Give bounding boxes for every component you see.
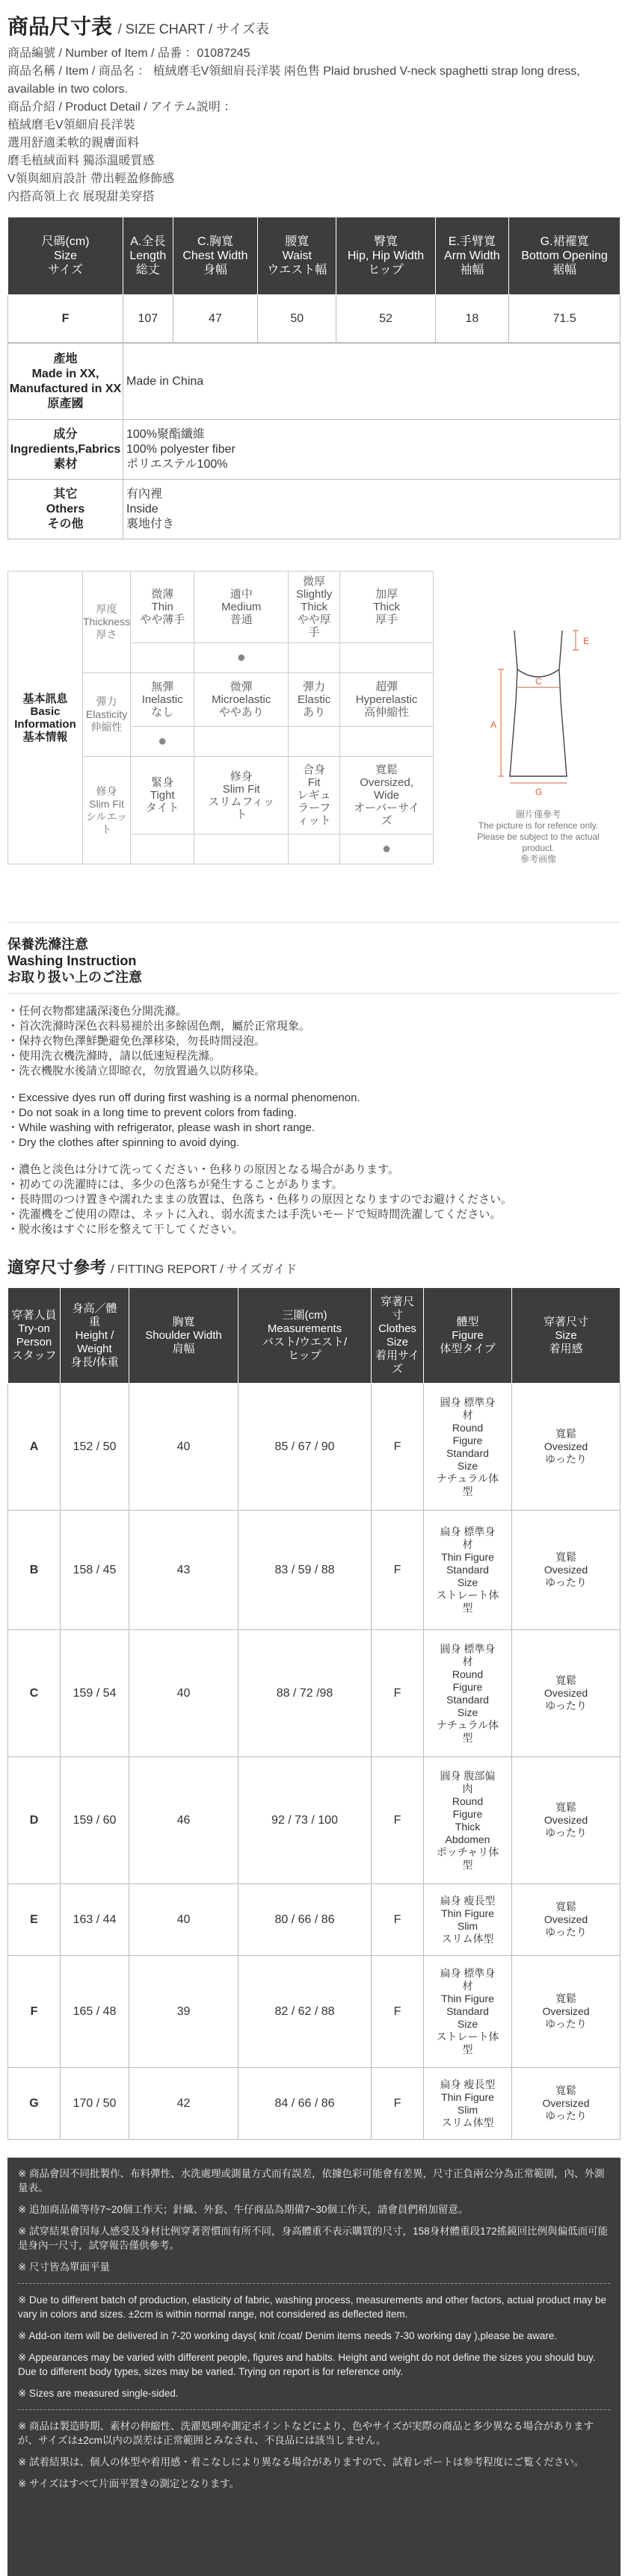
fitting-row: B 158 / 45 43 83 / 59 / 88 F 扁身 標準身 材 Thin Figure Standard Size ストレート体 型 寬鬆 Ovesized ゆったり [8,1511,621,1630]
fit-header-person: 穿著人員 Try-on Person スタッフ [8,1288,61,1384]
fitting-header-row [8,1288,621,1384]
thickness-option: 微厚 Slightly Thick やや厚 手 [289,572,340,643]
note-zh: ※ 尺寸皆為單面平量 [18,2261,111,2273]
fabric-value: 100%聚酯纖維 100% polyester fiber ポリエステル100% [123,420,621,480]
others-value: 有內裡 Inside 裏地付き [123,480,621,539]
washing-zh: ・任何衣物都建議深淺色分開洗滌。 ・首次洗滌時深色衣料易褪於出多餘固色劑，屬於正常現象。 ・保持衣物色澤鮮艷避免色澤移染，勿長時間浸泡。 ・使用洗衣機洗滌時，請以低速短程洗滌。 ・洗衣機脫水後請立即晾衣，勿放置過久以防移染。 [7,1005,311,1077]
elasticity-mark [289,727,340,757]
size-cell: 47 [173,295,258,343]
info-line: 磨毛植絨面料 獨添溫暖質感 [7,155,155,167]
info-line: 內搭高領上衣 展現甜美穿搭 [7,191,155,203]
fit-option: 合身 Fit レギュ ラーフ ィット [289,757,340,835]
product-info [7,45,621,206]
title-text: 商品尺寸表 [7,15,113,38]
size-chart-row [8,295,621,343]
thickness-mark-selected: ● [194,643,289,673]
title-subtitle: / SIZE CHART / サイズ表 [117,22,269,37]
fitting-row: E 163 / 44 40 80 / 66 / 86 F 扁身 瘦長型 Thin Figure Slim スリム体型 寬鬆 Ovesized ゆったり [8,1884,621,1956]
elasticity-option: 超彈 Hyperelastic 高伸縮性 [340,673,434,727]
note-ja: ※ 試着結果は、個人の体型や着用感・着こなしにより異なる場合がありますので、試着レポートは参考程度にご覧ください。 [18,2456,585,2468]
fabric-label: 成分 Ingredients,Fabrics 素材 [8,420,123,480]
notes-divider [18,2283,610,2284]
thickness-option: 加厚 Thick 厚手 [340,572,434,643]
elasticity-mark-selected: ● [131,727,194,757]
header-size: 尺碼(cm) Size サイズ [8,217,123,295]
size-chart-table [7,217,621,343]
fit-option: 修身 Slim Fit スリムフィッ ト [194,757,289,835]
size-cell: 107 [123,295,173,343]
fit-header-measure: 三圍(cm) Measurements バスト/ウエスト/ ヒップ [238,1288,372,1384]
header-bottom: G.裙襬寬 Bottom Opening 裾幅 [509,217,621,295]
origin-label: 產地 Made in XX, Manufactured in XX 原產國 [8,344,123,420]
header-chest: C.胸寬 Chest Width 身幅 [173,217,258,295]
fabric-row [8,420,621,480]
materials-table [7,343,621,539]
note-en: ※ Due to different batch of production, elasticity of fabric, washing process, measurements and other factors, actual product may be vary in colors and sizes. ±2cm is within normal range, not considered as deflected item. [18,2294,606,2320]
elasticity-option: 無彈 Inelastic なし [131,673,194,727]
washing-section [7,922,621,1237]
header-waist: 腰寬 Waist ウエスト幅 [258,217,336,295]
info-line: 商品編號 / Number of Item / 品番 ：01087245 [7,47,250,60]
fitting-title: 適穿尺寸參考 / FITTING REPORT / サイズガイド [7,1258,298,1277]
fitting-row: C 159 / 54 40 88 / 72 /98 F 圓身 標準身 材 Round Figure Standard Size ナチュラル体 型 寬鬆 Ovesized ゆったり [8,1630,621,1757]
notes-box [7,2158,621,2576]
dress-outline-icon [464,623,613,802]
washing-ja: ・濃色と淡色は分けて洗ってください・色移りの原因となる場合があります。 ・初めての洗濯時には、多少の色落ちが発生することがあります。 ・長時間のつけ置きや濡れたままの放置は、色落ち・色移りの原因となりますのでお避けください。 ・洗濯機をご使用の際は、ネットに入れ、弱水流または手洗いモードで短時間洗濯してください。 ・脱水後はすぐに形を整えて干してください。 [7,1163,513,1236]
note-zh: ※ 追加商品備等待7~20個工作天；針織、外套、牛仔商品為期備7~30個工作天，請會員們稍加留意。 [18,2204,469,2215]
thickness-mark [289,643,340,673]
elasticity-option: 彈力 Elastic あり [289,673,340,727]
header-arm: E.手臂寬 Arm Width 袖幅 [435,217,508,295]
header [7,0,621,206]
diagram-label-g: G [535,787,543,797]
fit-mark-selected: ● [340,835,434,864]
basic-info-table [7,571,434,864]
size-cell: F [8,295,123,343]
fit-mark [289,835,340,864]
note-en: ※ Sizes are measured single-sided. [18,2388,179,2399]
others-label: 其它 Others その他 [8,480,123,539]
fit-header-shoulder: 胸寬 Shoulder Width 肩幅 [129,1288,238,1384]
fit-label: 修身 Slim Fit シルエット [83,757,131,864]
info-line: 商品名稱 / Item / 商品名 ： 植絨磨毛V領細肩長洋裝 兩色售 Plaid brushed V-neck spaghetti strap long dress, available in two colors. [7,65,580,96]
thickness-mark [340,643,434,673]
origin-row [8,344,621,420]
note-zh: ※ 試穿結果會因每人感受及身材比例穿著習慣而有所不同，身高體重不表示購買的尺寸，158身材體重段172搖鏡回比例與偏低而可能是身內一尺寸，試穿報告僅供參考。 [18,2226,609,2251]
info-line: 商品介紹 / Product Detail / アイテム説明 ： [7,101,236,114]
fit-option: 緊身 Tight タイト [131,757,194,835]
elasticity-mark [340,727,434,757]
diagram-label-c: C [535,676,542,687]
fitting-row: A 152 / 50 40 85 / 67 / 90 F 圓身 標準身 材 Round Figure Standard Size ナチュラル体 型 寬鬆 Ovesized ゆったり [8,1384,621,1511]
info-line: 植絨磨毛V領細肩長洋裝 [7,119,135,131]
note-ja: ※ サイズはすべて片面平置きの測定となります。 [18,2478,240,2489]
fit-mark [131,835,194,864]
fit-option: 寬鬆 Oversized, Wide オーバーサイ ズ [340,757,434,835]
diagram-label-e: E [583,636,590,646]
fitting-row: D 159 / 60 46 92 / 73 / 100 F 圓身 腹部偏 肉 Round Figure Thick Abdomen ポッチャリ体 型 寬鬆 Ovesized ゆったり [8,1757,621,1884]
info-line: 選用舒適柔軟的親膚面料 [7,137,140,149]
size-cell: 50 [258,295,336,343]
size-cell: 52 [336,295,435,343]
elasticity-mark [194,727,289,757]
dress-diagram [464,623,613,865]
washing-list [7,1004,621,1237]
elasticity-label: 彈力 Elasticity 伸縮性 [83,673,131,757]
thickness-mark [131,643,194,673]
thickness-option: 微薄 Thin やや薄手 [131,572,194,643]
size-cell: 71.5 [509,295,621,343]
basic-info-label: 基本訊息 Basic Information 基本情報 [8,572,83,864]
fit-header-figure: 體型 Figure 体型タイプ [424,1288,512,1384]
page-title [7,10,621,40]
diagram-note: 圖片僅參考 The picture is for refence only. Please be subject to the actual product. 參考画像 [477,809,600,864]
fitting-row: F 165 / 48 39 82 / 62 / 88 F 扁身 標準身 材 Thin Figure Standard Size ストレート体 型 寬鬆 Oversized ゆったり [8,1956,621,2068]
origin-value: Made in China [123,344,621,420]
note-en: ※ Appearances may be varied with different people, figures and habits. Height and weight do not define the sizes you should buy. Due to different body types, sizes may be varied. Trying on report is for reference only. [18,2352,596,2377]
info-line: V領與細肩設計 帶出輕盈修飾感 [7,173,175,185]
thickness-label: 厚度 Thickness 厚さ [83,572,131,673]
fit-header-fit: 穿著尺寸 Size 着用感 [512,1288,621,1384]
note-ja: ※ 商品は製造時期、素材の伸縮性、洗濯処理や測定ポイントなどにより、色やサイズが実際の商品と多少異なる場合がありますが、サイズは±2cm以内の誤差は正常範囲とみなされ、不良品には該当しません。 [18,2421,594,2446]
washing-heading: 保養洗滌注意 Washing Instruction お取り扱い上のご注意 [7,922,621,994]
header-hip: 臀寬 Hip, Hip Width ヒップ [336,217,435,295]
header-length: A.全長 Length 総丈 [123,217,173,295]
others-row [8,480,621,539]
fit-mark [194,835,289,864]
note-en: ※ Add-on item will be delivered in 7-20 working days( knit /coat/ Denim items needs 7-30 working day ),please be aware. [18,2330,558,2341]
washing-en: ・Excessive dyes run off during first washing is a normal phenomenon. ・Do not soak in a long time to prevent colors from fading. ・While washing with refrigerator, please wash in short range. ・Dry the clothes after spinning to avoid dying. [7,1092,360,1149]
note-zh: ※ 商品會因不同批製作、布料彈性、水洗處理或測量方式而有誤差，依據色彩可能會有差異，尺寸正負兩公分為正常範圍，內、外測量表。 [18,2168,605,2193]
basic-info-section [7,571,621,900]
size-cell: 18 [435,295,508,343]
fit-header-hw: 身高／體 重 Height / Weight 身長/体重 [61,1288,129,1384]
notes-divider [18,2409,610,2410]
thickness-option: 適中 Medium 普通 [194,572,289,643]
fit-header-size: 穿著尺 寸 Clothes Size 着用サイ ズ [372,1288,424,1384]
diagram-label-a: A [490,719,497,730]
fitting-row: G 170 / 50 42 84 / 66 / 86 F 扁身 瘦長型 Thin Figure Slim スリム体型 寬鬆 Oversized ゆったり [8,2068,621,2140]
fitting-table [7,1287,621,2140]
elasticity-option: 微彈 Microelastic ややあり [194,673,289,727]
size-chart-header-row [8,217,621,295]
